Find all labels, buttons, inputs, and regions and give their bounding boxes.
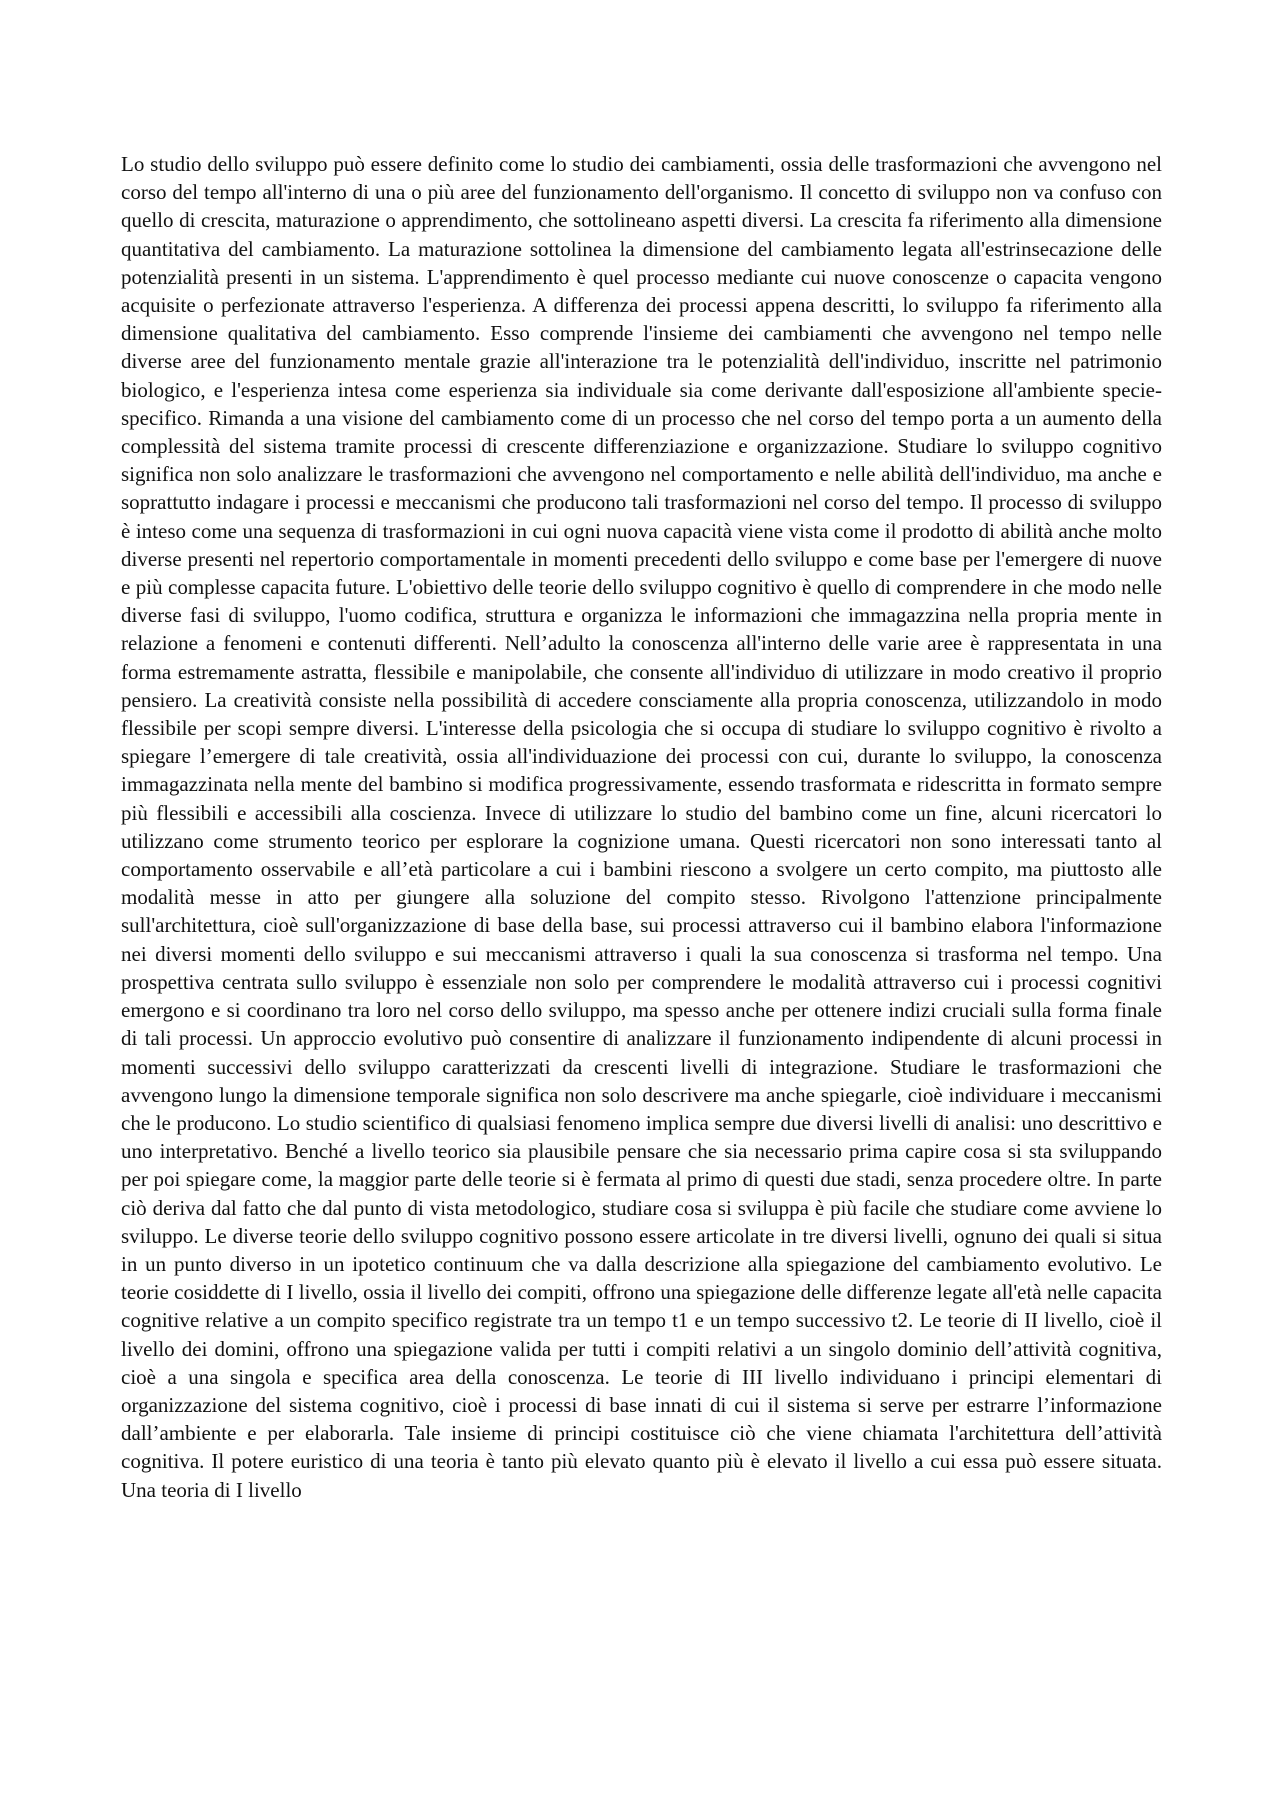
body-paragraph: Lo studio dello sviluppo può essere definito come lo studio dei cambiamenti, ossia delle trasformazioni che avvengono nel corso del tempo all'interno di una o più aree del funzionamento dell'organismo. Il concetto di sviluppo non va confuso con quello di crescita, maturazione o apprendimento, che sottolineano aspetti diversi. La crescita fa riferimento alla dimensione quantitativa del cambiamento. La maturazione sottolinea la dimensione del cambiamento legata all'estrinsecazione delle potenzialità presenti in un sistema. L'apprendimento è quel processo mediante cui nuove conoscenze o capacita vengono acquisite o perfezionate attraverso l'esperienza. A differenza dei processi appena descritti, lo sviluppo fa riferimento alla dimensione qualitativa del cambiamento. Esso comprende l'insieme dei cambiamenti che avvengono nel tempo nelle diverse aree del funzionamento mentale grazie all'interazione tra le potenzialità dell'individuo, inscritte nel patrimonio biologico, e l'esperienza intesa come esperienza sia individuale sia come derivante dall'esposizione all'ambiente specie-specifico. Rimanda a una visione del cambiamento come di un processo che nel corso del tempo porta a un aumento della complessità del sistema tramite processi di crescente differenziazione e organizzazione. Studiare lo sviluppo cognitivo significa non solo analizzare le trasformazioni che avvengono nel comportamento e nelle abilità dell'individuo, ma anche e soprattutto indagare i processi e meccanismi che producono tali trasformazioni nel corso del tempo. Il processo di sviluppo è inteso come una sequenza di trasformazioni in cui ogni nuova capacità viene vista come il prodotto di abilità anche molto diverse presenti nel repertorio comportamentale in momenti precedenti dello sviluppo e come base per l'emergere di nuove e più complesse capacita future. L'obiettivo delle teorie dello sviluppo cognitivo è quello di comprendere in che modo nelle diverse fasi di sviluppo, l'uomo codifica, struttura e organizza le informazioni che immagazzina nella propria mente in relazione a fenomeni e contenuti differenti. Nell’adulto la conoscenza all'interno delle varie aree è rappresentata in una forma estremamente astratta, flessibile e manipolabile, che consente all'individuo di utilizzare in modo creativo il proprio pensiero. La creatività consiste nella possibilità di accedere consciamente alla propria conoscenza, utilizzandolo in modo flessibile per scopi sempre diversi. L'interesse della psicologia che si occupa di studiare lo sviluppo cognitivo è rivolto a spiegare l’emergere di tale creatività, ossia all'individuazione dei processi con cui, durante lo sviluppo, la conoscenza immagazzinata nella mente del bambino si modifica progressivamente, essendo trasformata e ridescritta in formato sempre più flessibili e accessibili alla coscienza. Invece di utilizzare lo studio del bambino come un fine, alcuni ricercatori lo utilizzano come strumento teorico per esplorare la cognizione umana. Questi ricercatori non sono interessati tanto al comportamento osservabile e all’età particolare a cui i bambini riescono a svolgere un certo compito, ma piuttosto alle modalità messe in atto per giungere alla soluzione del compito stesso. Rivolgono l'attenzione principalmente sull'architettura, cioè sull'organizzazione di base della base, sui processi attraverso cui il bambino elabora l'informazione nei diversi momenti dello sviluppo e sui meccanismi attraverso i quali la sua conoscenza si trasforma nel tempo. Una prospettiva centrata sullo sviluppo è essenziale non solo per comprendere le modalità attraverso cui i processi cognitivi emergono e si coordinano tra loro nel corso dello sviluppo, ma spesso anche per ottenere indizi cruciali sulla forma finale di tali processi. Un approccio evolutivo può consentire di analizzare il funzionamento indipendente di alcuni processi in momenti successivi dello sviluppo caratterizzati da crescenti livelli di integrazione. Studiare le trasformazioni che avvengono lungo la dimensione temporale significa non solo descrivere ma anche spiegarle, cioè individuare i meccanismi che le producono. Lo studio scientifico di qualsiasi fenomeno implica sempre due diversi livelli di analisi: uno descrittivo e uno interpretativo. Benché a livello teorico sia plausibile pensare che sia necessario prima capire cosa si sta sviluppando per poi spiegare come, la maggior parte delle teorie si è fermata al primo di questi due stadi, senza procedere oltre. In parte ciò deriva dal fatto che dal punto di vista metodologico, studiare cosa si sviluppa è più facile che studiare come avviene lo sviluppo. Le diverse teorie dello sviluppo cognitivo possono essere articolate in tre diversi livelli, ognuno dei quali si situa in un punto diverso in un ipotetico continuum che va dalla descrizione alla spiegazione del cambiamento evolutivo. Le teorie cosiddette di I livello, ossia il livello dei compiti, offrono una spiegazione delle differenze legate all'età nelle capacita cognitive relative a un compito specifico registrate tra un tempo t1 e un tempo successivo t2. Le teorie di II livello, cioè il livello dei domini, offrono una spiegazione valida per tutti i compiti relativi a un singolo dominio dell’attività cognitiva, cioè a una singola e specifica area della conoscenza. Le teorie di III livello individuano i principi elementari di organizzazione del sistema cognitivo, cioè i processi di base innati di cui il sistema si serve per estrarre l’informazione dall’ambiente e per elaborarla. Tale insieme di principi costituisce ciò che viene chiamata l'architettura dell’attività cognitiva. Il potere euristico di una teoria è tanto più elevato quanto più è elevato il livello a cui essa può essere situata. Una teoria di I livello bbox=[121, 152, 1162, 1502]
